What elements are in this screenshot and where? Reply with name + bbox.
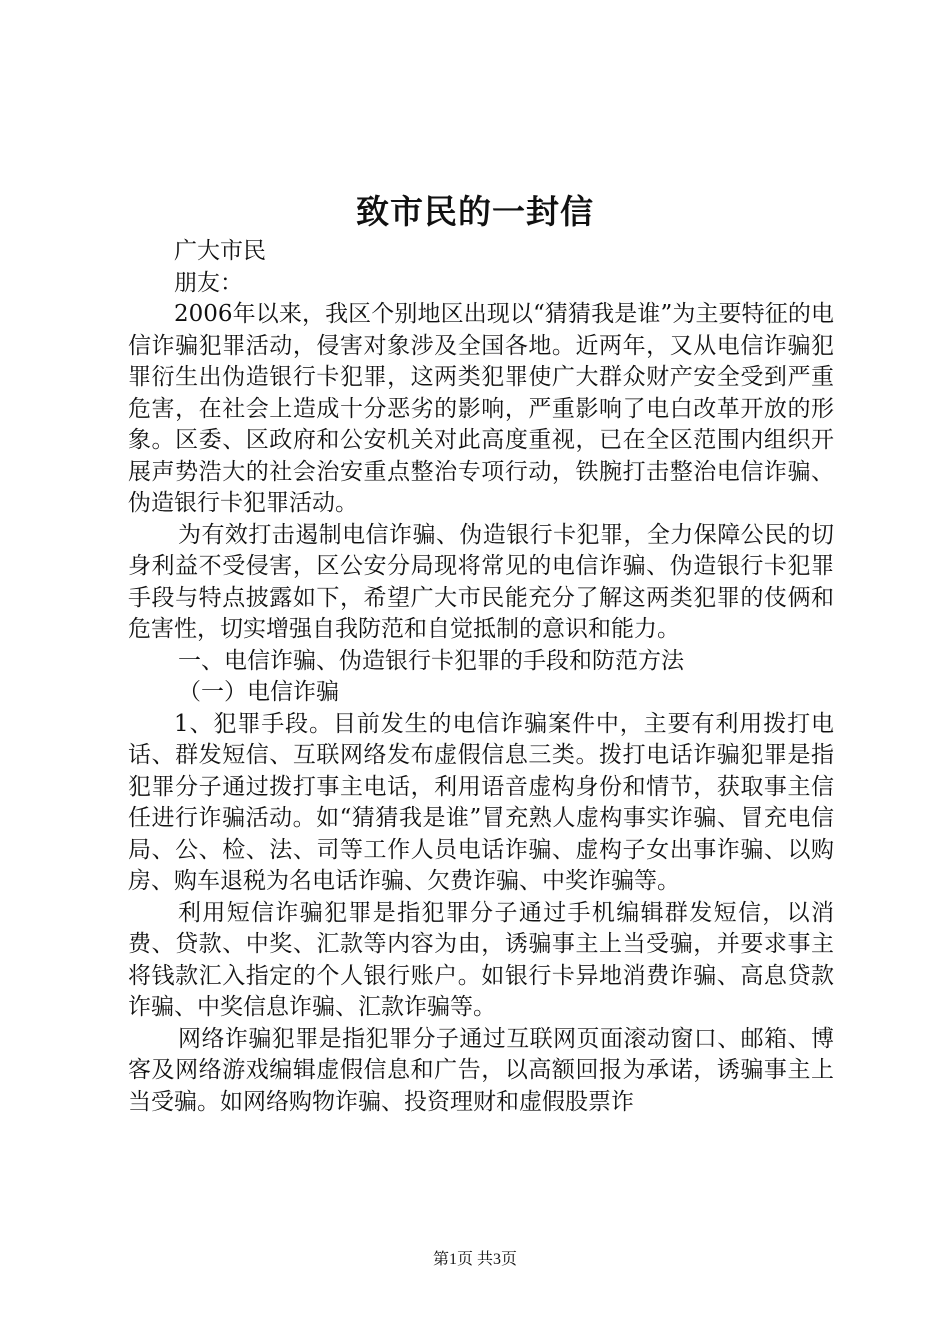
paragraph-purpose: 为有效打击遏制电信诈骗、伪造银行卡犯罪，全力保障公民的切身利益不受侵害，区公安分局现将常见的电信诈骗、伪造银行卡犯罪手段与特点披露如下，希望广大市民能充分了解这两类犯罪的伎俩和危害性，切实增强自我防范和自觉抵制的意识和能力。 (128, 521, 834, 642)
paragraph-phone-fraud: 1、犯罪手段。目前发生的电信诈骗案件中，主要有利用拨打电话、群发短信、互联网络发布虚假信息三类。拨打电话诈骗犯罪是指犯罪分子通过拨打事主电话，利用语音虚构身份和情节，获取事主信任进行诈骗活动。如“猜猜我是谁”冒充熟人虚构事实诈骗、冒充电信局、公、检、法、司等工作人员电话诈骗、虚构子女出事诈骗、以购房、购车退税为名电话诈骗、欠费诈骗、中奖诈骗等。 (128, 710, 834, 894)
section-heading-1: 一、电信诈骗、伪造银行卡犯罪的手段和防范方法 (178, 647, 684, 674)
document-body (128, 236, 834, 1118)
greeting-line-2: 朋友： (174, 269, 243, 296)
paragraph-intro: 2006年以来，我区个别地区出现以“猜猜我是谁”为主要特征的电信诈骗犯罪活动，侵害对象涉及全国各地。近两年，又从电信诈骗犯罪衍生出伪造银行卡犯罪，这两类犯罪使广大群众财产安全受到严重危害，在社会上造成十分恶劣的影响，严重影响了电白改革开放的形象。区委、区政府和公安机关对此高度重视，已在全区范围内组织开展声势浩大的社会治安重点整治专项行动，铁腕打击整治电信诈骗、伪造银行卡犯罪活动。 (128, 301, 834, 516)
greeting-line-1: 广大市民 (174, 238, 266, 264)
paragraph-sms-fraud: 利用短信诈骗犯罪是指犯罪分子通过手机编辑群发短信，以消费、贷款、中奖、汇款等内容为由，诱骗事主上当受骗，并要求事主将钱款汇入指定的个人银行账户。如银行卡异地消费诈骗、高息贷款诈骗、中奖信息诈骗、汇款诈骗等。 (128, 899, 834, 1020)
document-title: 致市民的一封信 (356, 192, 594, 231)
paragraph-network-fraud: 网络诈骗犯罪是指犯罪分子通过互联网页面滚动窗口、邮箱、博客及网络游戏编辑虚假信息和广告，以高额回报为承诺，诱骗事主上当受骗。如网络购物诈骗、投资理财和虚假股票诈 (128, 1025, 834, 1115)
subsection-heading-1: （一）电信诈骗 (178, 679, 339, 705)
page-footer: 第1页 共3页 (432, 1251, 517, 1268)
